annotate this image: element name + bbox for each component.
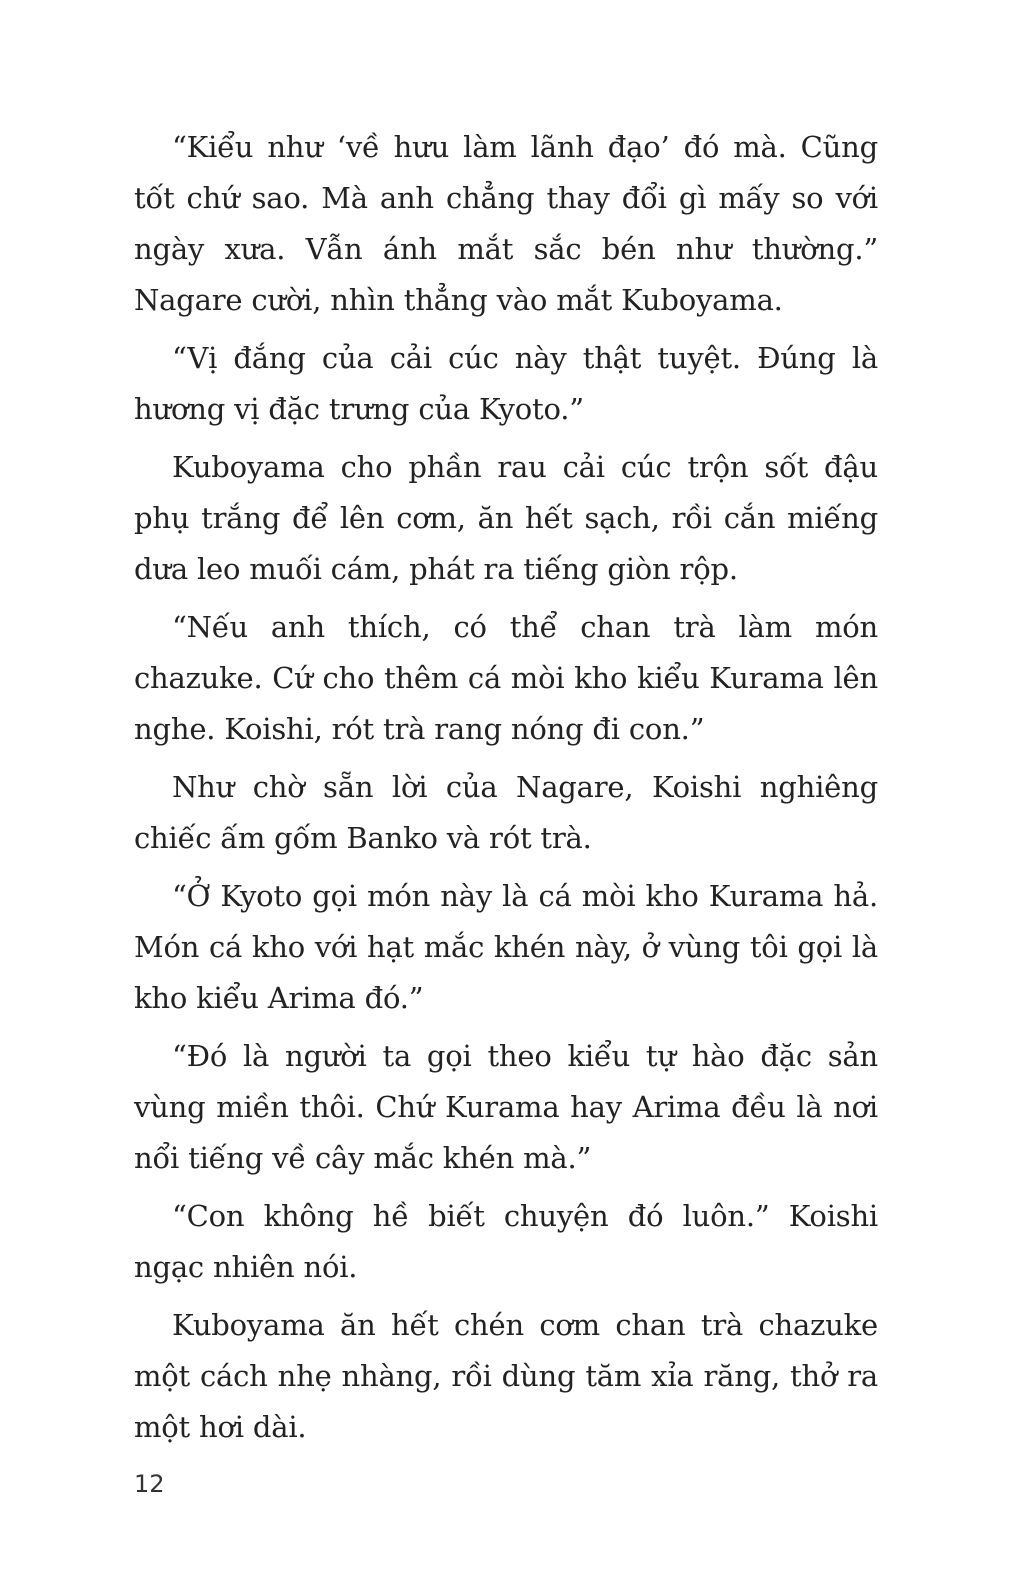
paragraph-5: Như chờ sẵn lời của Nagare, Koishi nghiêng chiếc ấm gốm Banko và rót trà.: [134, 770, 878, 855]
paragraph-7: “Đó là người ta gọi theo kiểu tự hào đặc sản vùng miền thôi. Chứ Kurama hay Arima đều là nơi nổi tiếng về cây mắc khén mà.”: [134, 1039, 878, 1175]
paragraph-3: Kuboyama cho phần rau cải cúc trộn sốt đậu phụ trắng để lên cơm, ăn hết sạch, rồi cắn miếng dưa leo muối cám, phát ra tiếng giòn rộp.: [134, 450, 878, 586]
paragraph-1: “Kiểu như ‘về hưu làm lãnh đạo’ đó mà. Cũng tốt chứ sao. Mà anh chẳng thay đổi gì mấy so với ngày xưa. Vẫn ánh mắt sắc bén như thường.” Nagare cười, nhìn thẳng vào mắt Kuboyama.: [134, 130, 878, 317]
page-number: 12: [134, 1470, 165, 1498]
paragraph-9: Kuboyama ăn hết chén cơm chan trà chazuke một cách nhẹ nhàng, rồi dùng tăm xỉa răng, thở ra một hơi dài.: [134, 1308, 878, 1444]
paragraph-2: “Vị đắng của cải cúc này thật tuyệt. Đúng là hương vị đặc trưng của Kyoto.”: [134, 341, 878, 426]
paragraph-4: “Nếu anh thích, có thể chan trà làm món chazuke. Cứ cho thêm cá mòi kho kiểu Kurama lên nghe. Koishi, rót trà rang nóng đi con.”: [134, 610, 878, 746]
body-text: [134, 122, 878, 1460]
paragraph-6: “Ở Kyoto gọi món này là cá mòi kho Kurama hả. Món cá kho với hạt mắc khén này, ở vùng tôi gọi là kho kiểu Arima đó.”: [134, 879, 878, 1015]
paragraph-8: “Con không hề biết chuyện đó luôn.” Koishi ngạc nhiên nói.: [134, 1199, 878, 1284]
